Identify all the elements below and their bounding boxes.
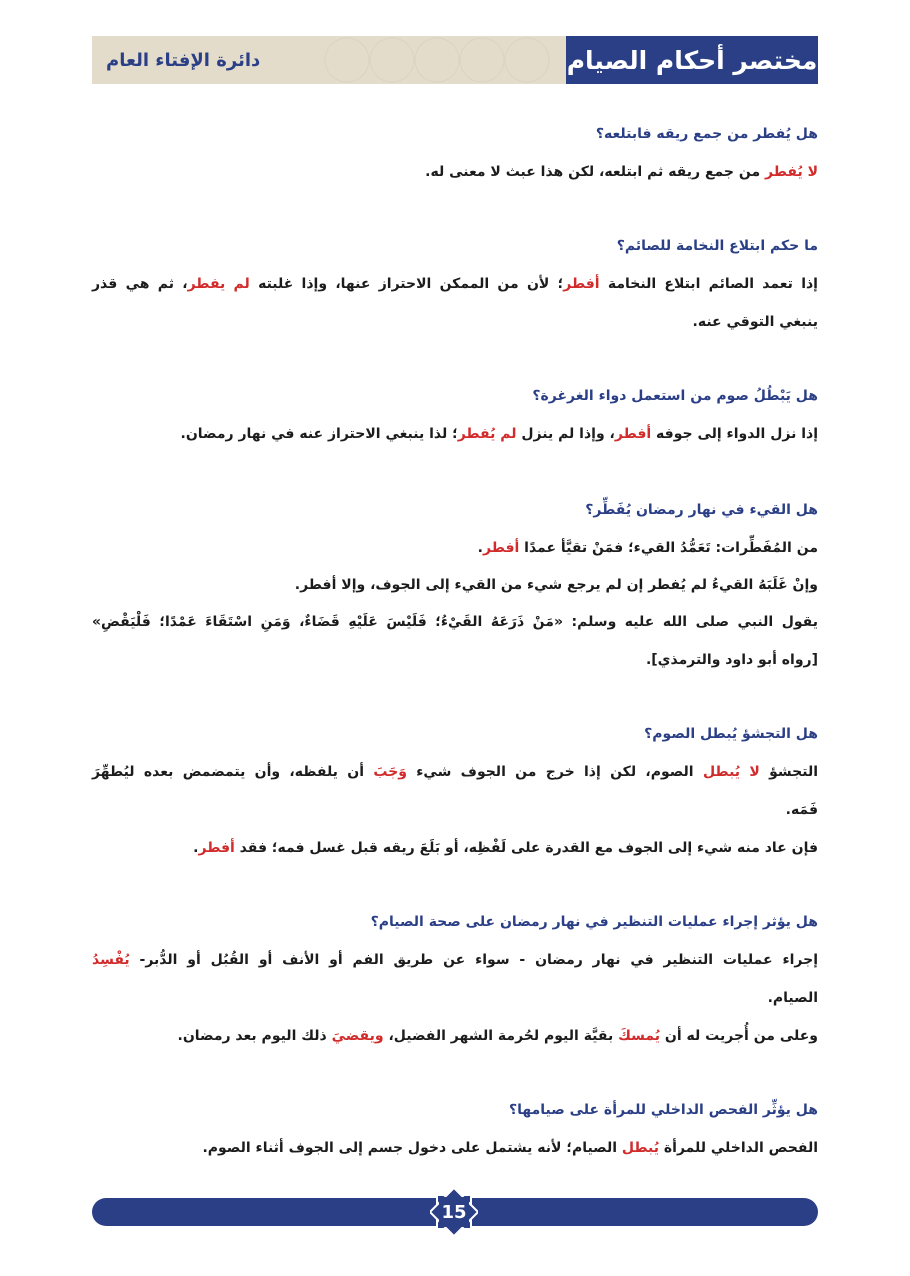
answer-5-line-1 [92, 764, 818, 780]
ruling-highlight: أفطر [614, 426, 652, 442]
answer-text: أن يلفظه، وأن يتمضمض بعده ليُطهِّرَ [92, 764, 374, 780]
question-1: هل يُفطر من جمع ريقه فابتلعه؟ [595, 126, 818, 142]
answer-text: فإن عاد منه شيء إلى الجوف مع القدرة على لَفْظِه، أو بَلَعَ ريقه قبل غسل فمه؛ فقد [234, 840, 818, 856]
answer-2-line-2: ينبغي التوقي عنه. [692, 314, 818, 330]
answer-text: ؛ لأن من الممكن الاحتراز عنها، وإذا غلبته [249, 276, 564, 292]
answer-text: بقيَّة اليوم لحُرمة الشهر الفضيل، [383, 1028, 619, 1044]
answer-text: التجشؤ [759, 764, 818, 780]
question-6: هل يؤثر إجراء عمليات التنظير في نهار رمضان على صحة الصيام؟ [370, 914, 818, 930]
department-name: دائرة الإفتاء العام [106, 49, 261, 71]
answer-text: الصيام؛ لأنه يشتمل على دخول جسم إلى الجوف أثناء الصوم. [202, 1140, 622, 1156]
answer-text: من المُفَطِّرات: تَعَمُّدُ القيء؛ فمَنْ تقيَّأ عمدًا [519, 540, 818, 556]
ruling-highlight: أفطر [563, 276, 600, 292]
answer-4-line-1 [92, 540, 818, 556]
answer-text: ذلك اليوم بعد رمضان. [177, 1028, 332, 1044]
ruling-highlight: لا يُفطر [765, 164, 818, 180]
answer-6-line-1 [92, 952, 818, 968]
answer-text: ؛ لذا ينبغي الاحتراز عنه في نهار رمضان. [180, 426, 458, 442]
hadith-citation: [رواه أبو داود والترمذي]. [645, 652, 818, 668]
ruling-highlight: لم يفطر [187, 276, 250, 292]
ruling-highlight: يُمسكَ [618, 1028, 661, 1044]
hadith-text: يقول النبي صلى الله عليه وسلم: «مَنْ ذَرَعَهُ القَيْءُ؛ فَلَيْسَ عَلَيْهِ قَضَاءٌ، وَمَنِ اسْتَقَاءَ عَمْدًا؛ فَلْيَقْضِ» [92, 614, 818, 630]
ruling-highlight: لا يُبطل [702, 764, 760, 780]
answer-2-line-1 [92, 276, 818, 292]
answer-6-line-3 [92, 1028, 818, 1044]
answer-5-line-2: فَمَه. [785, 802, 818, 818]
answer-text: ، وإذا لم ينزل [516, 426, 615, 442]
answer-7-line-1 [92, 1140, 818, 1156]
answer-3-line-1 [92, 426, 818, 442]
ruling-highlight: أفطر [482, 540, 520, 556]
question-3: هل يَبْطُلُ صوم من استعمل دواء الغرغرة؟ [532, 388, 818, 404]
answer-text: الفحص الداخلي للمرأة [659, 1140, 818, 1156]
question-7: هل يؤثِّر الفحص الداخلي للمرأة على صيامها؟ [508, 1102, 818, 1118]
answer-text: من جمع ريقه ثم ابتلعه، لكن هذا عبث لا معنى له. [425, 164, 766, 180]
answer-6-line-2: الصيام. [767, 990, 818, 1006]
ruling-highlight: وَجَبَ [373, 764, 407, 780]
answer-text: إذا نزل الدواء إلى جوفه [651, 426, 818, 442]
answer-text: وعلى من أُجريت له أن [660, 1028, 818, 1044]
ruling-highlight: ويقضيَ [331, 1028, 384, 1044]
answer-text: . [477, 540, 483, 556]
ruling-highlight: يُبطل [621, 1140, 660, 1156]
answer-text: ، ثم هي قذر [92, 276, 188, 292]
ruling-highlight: يُفْسِدُ [92, 952, 130, 968]
ruling-highlight: لم يُفطر [457, 426, 517, 442]
page-header [92, 36, 818, 84]
book-title: مختصر أحكام الصيام [566, 36, 818, 84]
answer-text: إجراء عمليات التنظير في نهار رمضان - سواء عن طريق الفم أو الأنف أو القُبُل أو الدُّبر- [129, 952, 818, 968]
question-2: ما حكم ابتلاع النخامة للصائم؟ [616, 238, 818, 254]
answer-1-line-1 [92, 164, 818, 180]
answer-text: إذا تعمد الصائم ابتلاع النخامة [599, 276, 818, 292]
answer-4-line-2: وإنْ غَلَبَهُ القيءُ لم يُفطر إن لم يرجع شيء من القيء إلى الجوف، وإلا أفطر. [294, 577, 818, 593]
answer-text: الصوم، لكن إذا خرج من الجوف شيء [406, 764, 703, 780]
ruling-highlight: أفطر [198, 840, 235, 856]
answer-text: . [193, 840, 199, 856]
question-4: هل القيء في نهار رمضان يُفَطِّر؟ [585, 502, 818, 518]
question-5: هل التجشؤ يُبطل الصوم؟ [644, 726, 818, 742]
answer-5-line-3 [92, 840, 818, 856]
page-number: 15 [441, 1201, 467, 1223]
